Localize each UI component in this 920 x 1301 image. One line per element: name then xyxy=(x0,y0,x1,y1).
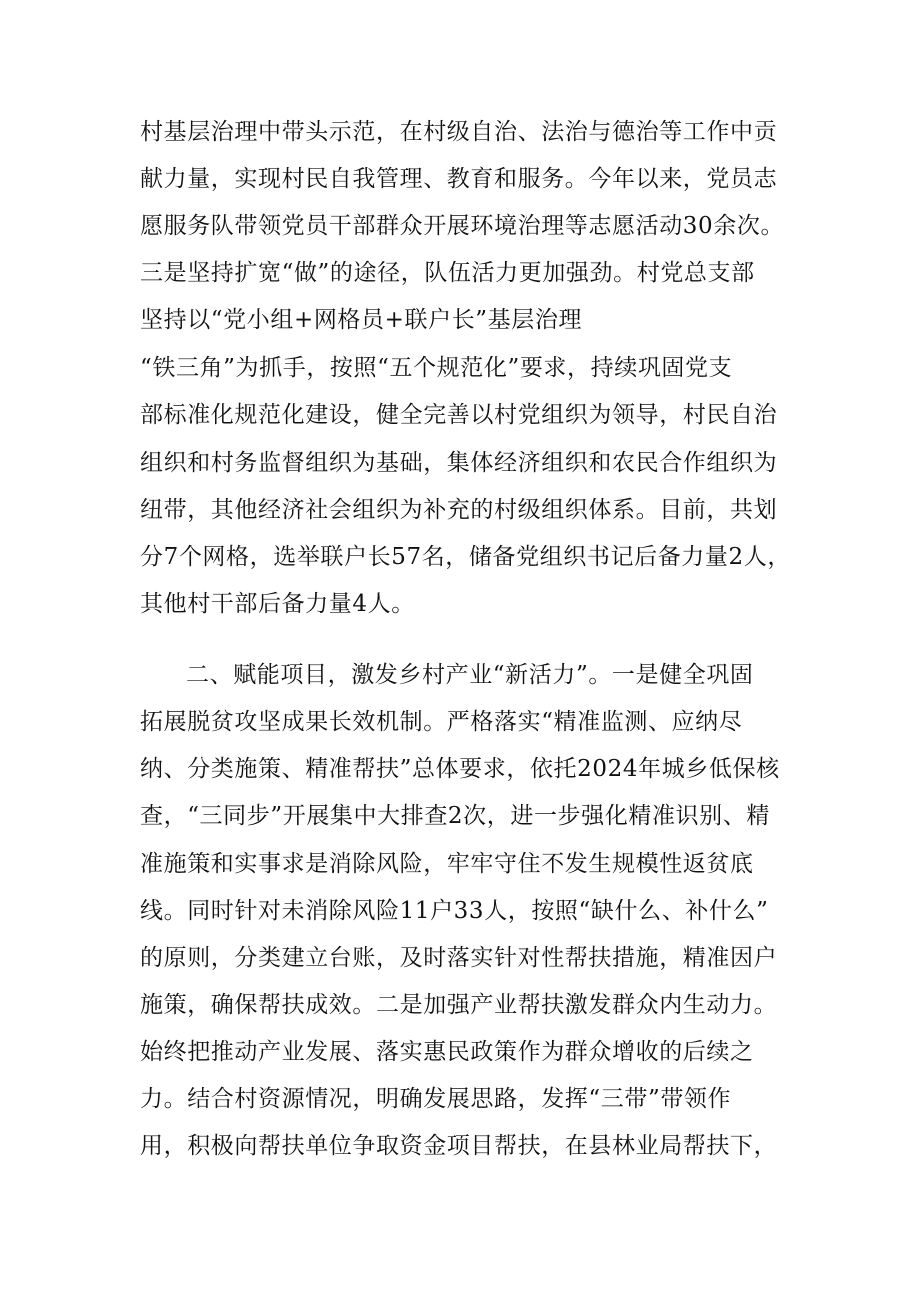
text-line: 纳、分类施策、精准帮扶”总体要求，依托2024年城乡低保核 xyxy=(140,756,780,782)
text-line: 村基层治理中带头示范，在村级自治、法治与德治等工作中贡 xyxy=(140,119,778,145)
text-line: 线。同时针对未消除风险11户33人，按照“缺什么、补什么” xyxy=(140,898,769,924)
text-line: “铁三角”为抓手，按照“五个规范化”要求，持续巩固党支 xyxy=(140,355,733,381)
text-line: 始终把推动产业发展、落实惠民政策作为群众增收的后续之 xyxy=(140,1039,754,1065)
text-line: 二、赋能项目，激发乡村产业“新活力”。一是健全巩固 xyxy=(186,662,754,688)
text-line: 拓展脱贫攻坚成果长效机制。严格落实“精准监测、应纳尽 xyxy=(140,709,743,735)
text-line: 力。结合村资源情况，明确发展思路，发挥“三带”带领作 xyxy=(140,1086,732,1112)
text-line: 查，“三同步”开展集中大排查2次，进一步强化精准识别、精 xyxy=(140,803,770,829)
text-line: 三是坚持扩宽“做”的途径，队伍活力更加强劲。村党总支部 xyxy=(140,260,755,286)
text-line: 献力量，实现村民自我管理、教育和服务。今年以来，党员志 xyxy=(140,166,778,192)
text-line: 施策，确保帮扶成效。二是加强产业帮扶激发群众内生动力。 xyxy=(140,992,778,1018)
text-line: 部标准化规范化建设，健全完善以村党组织为领导，村民自治 xyxy=(140,402,778,428)
text-line: 准施策和实事求是消除风险，牢牢守住不发生规模性返贫底 xyxy=(140,851,754,877)
text-line: 的原则，分类建立台账，及时落实针对性帮扶措施，精准因户 xyxy=(140,945,778,971)
text-line: 愿服务队带领党员干部群众开展环境治理等志愿活动30余次。 xyxy=(140,213,785,239)
text-line: 纽带，其他经济社会组织为补充的村级组织体系。目前，共划 xyxy=(140,497,778,523)
text-line: 分7个网格，选举联户长57名，储备党组织书记后备力量2人， xyxy=(140,544,791,570)
text-line: 组织和村务监督组织为基础，集体经济组织和农民合作组织为 xyxy=(140,450,778,476)
text-line: 其他村干部后备力量4人。 xyxy=(140,591,415,617)
text-line: 坚持以“党小组+网格员+联户长”基层治理 xyxy=(140,307,583,333)
text-line: 用，积极向帮扶单位争取资金项目帮扶，在县林业局帮扶下， xyxy=(140,1133,778,1159)
